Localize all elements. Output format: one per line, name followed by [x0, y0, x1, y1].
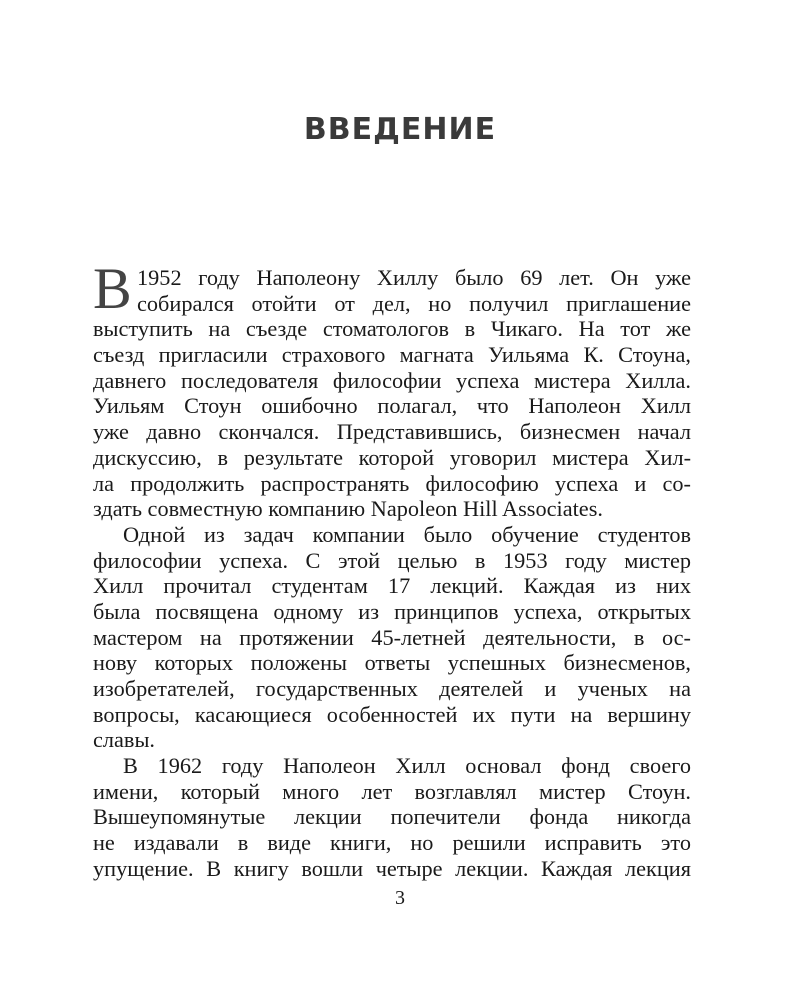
chapter-title: ВВЕДЕНИЕ — [303, 112, 497, 147]
text-line: изобретателей, государственных деятелей и ученых на — [93, 676, 691, 701]
text-line: нову которых положены ответы успешных бизнесменов, — [93, 650, 691, 676]
text-line: славы. — [93, 727, 156, 753]
page-number: 3 — [395, 887, 405, 909]
text-line: собирался отойти от дел, но получил приглашение — [137, 290, 691, 316]
text-line: не издавали в виде книги, но решили исправить это — [93, 830, 691, 856]
text-line: В 1962 году Наполеон Хилл основал фонд своего — [123, 753, 691, 779]
paragraph-2 — [93, 522, 691, 753]
text-line: философии успеха. С этой целью в 1953 году мистер — [93, 547, 691, 573]
text-line: мастером на протяжении 45-летней деятельности, в ос- — [93, 624, 691, 650]
body-text — [93, 256, 691, 882]
paragraph-3 — [93, 753, 691, 881]
drop-cap: В — [93, 256, 132, 321]
paragraph-1 — [93, 256, 691, 522]
text-line: Одной из задач компании было обучение студентов — [123, 521, 691, 547]
text-line: упущение. В книгу вошли четыре лекции. Каждая лекция — [93, 855, 691, 881]
text-line: ла продолжить распространять философию успеха и со- — [93, 470, 691, 496]
text-line: уже давно скончался. Представившись, бизнесмен начал — [93, 419, 691, 445]
text-line: выступить на съезде стоматологов в Чикаго. На тот же — [93, 316, 691, 342]
text-line: Вышеупомянутые лекции попечители фонда никогда — [93, 804, 691, 830]
text-line: съезд пригласили страхового магната Уильяма К. Стоуна, — [93, 342, 691, 368]
text-line: была посвящена одному из принципов успеха, открытых — [93, 598, 691, 624]
text-line: вопросы, касающиеся особенностей их пути на вершину — [93, 701, 691, 727]
text-line: давнего последователя философии успеха мистера Хилла. — [93, 367, 691, 393]
text-line: Хилл прочитал студентам 17 лекций. Каждая из них — [93, 573, 691, 599]
text-line: дискуссию, в результате которой уговорил мистера Хил- — [93, 444, 691, 470]
text-line: Уильям Стоун ошибочно полагал, что Наполеон Хилл — [93, 393, 691, 419]
text-line: здать совместную компанию Napoleon Hill Associates. — [93, 496, 603, 522]
text-line: имени, который много лет возглавлял мистер Стоун. — [93, 778, 691, 804]
text-line: 1952 году Наполеону Хиллу было 69 лет. Он уже — [137, 265, 691, 290]
